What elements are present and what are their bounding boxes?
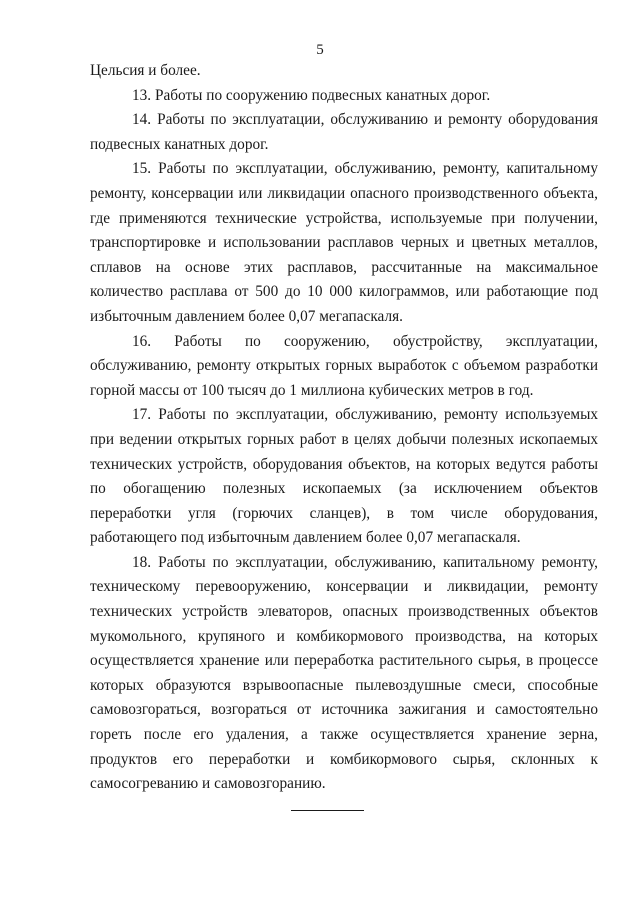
paragraph-continuation: Цельсия и более. xyxy=(90,62,201,79)
page-number: 5 xyxy=(316,42,324,58)
paragraph-item-14: 14. Работы по эксплуатации, обслуживанию и ремонту оборудования подвесных канатных дорог. xyxy=(90,111,598,153)
document-body xyxy=(90,59,598,797)
paragraph-item-17: 17. Работы по эксплуатации, обслуживанию, ремонту используемых при ведении открытых горных работ в целях добычи полезных ископаемых технических устройств, оборудования объектов, на которых ведутся работы по обогащению полезных ископаемых (за исключением объектов переработки угля (горючих сланцев), в том числе оборудования, работающего под избыточным давлением более 0,07 мегапаскаля. xyxy=(90,406,598,547)
paragraph-item-13: 13. Работы по сооружению подвесных канатных дорог. xyxy=(132,86,491,104)
paragraph-item-16: 16. Работы по сооружению, обустройству, эксплуатации, обслуживанию, ремонту открытых горных выработок с объемом разработки горной массы от 100 тысяч до 1 миллиона кубических метров в год. xyxy=(90,332,598,399)
paragraph-item-15: 15. Работы по эксплуатации, обслуживанию, ремонту, капитальному ремонту, консервации или ликвидации опасного производственного объекта, где применяются технические устройства, используемые при получении, транспортировке и использовании расплавов черных и цветных металлов, сплавов на основе этих расплавов, рассчитанные на максимальное количество расплава от 500 до 10 000 килограммов, или работающие под избыточным давлением более 0,07 мегапаскаля. xyxy=(90,160,598,325)
end-separator-line xyxy=(291,810,364,811)
paragraph-item-18: 18. Работы по эксплуатации, обслуживанию, капитальному ремонту, техническому перевооружению, консервации и ликвидации, ремонту технических устройств элеваторов, опасных производственных объектов мукомольного, крупяного и комбикормового производства, на которых осуществляется хранение или переработка растительного сырья, в процессе которых образуются взрывоопасные пылевоздушные смеси, способные самовозгораться, возгораться от источника зажигания и самостоятельно гореть после его удаления, а также осуществляется хранение зерна, продуктов его переработки и комбикормового сырья, склонных к самосогреванию и самовозгоранию. xyxy=(90,553,598,793)
